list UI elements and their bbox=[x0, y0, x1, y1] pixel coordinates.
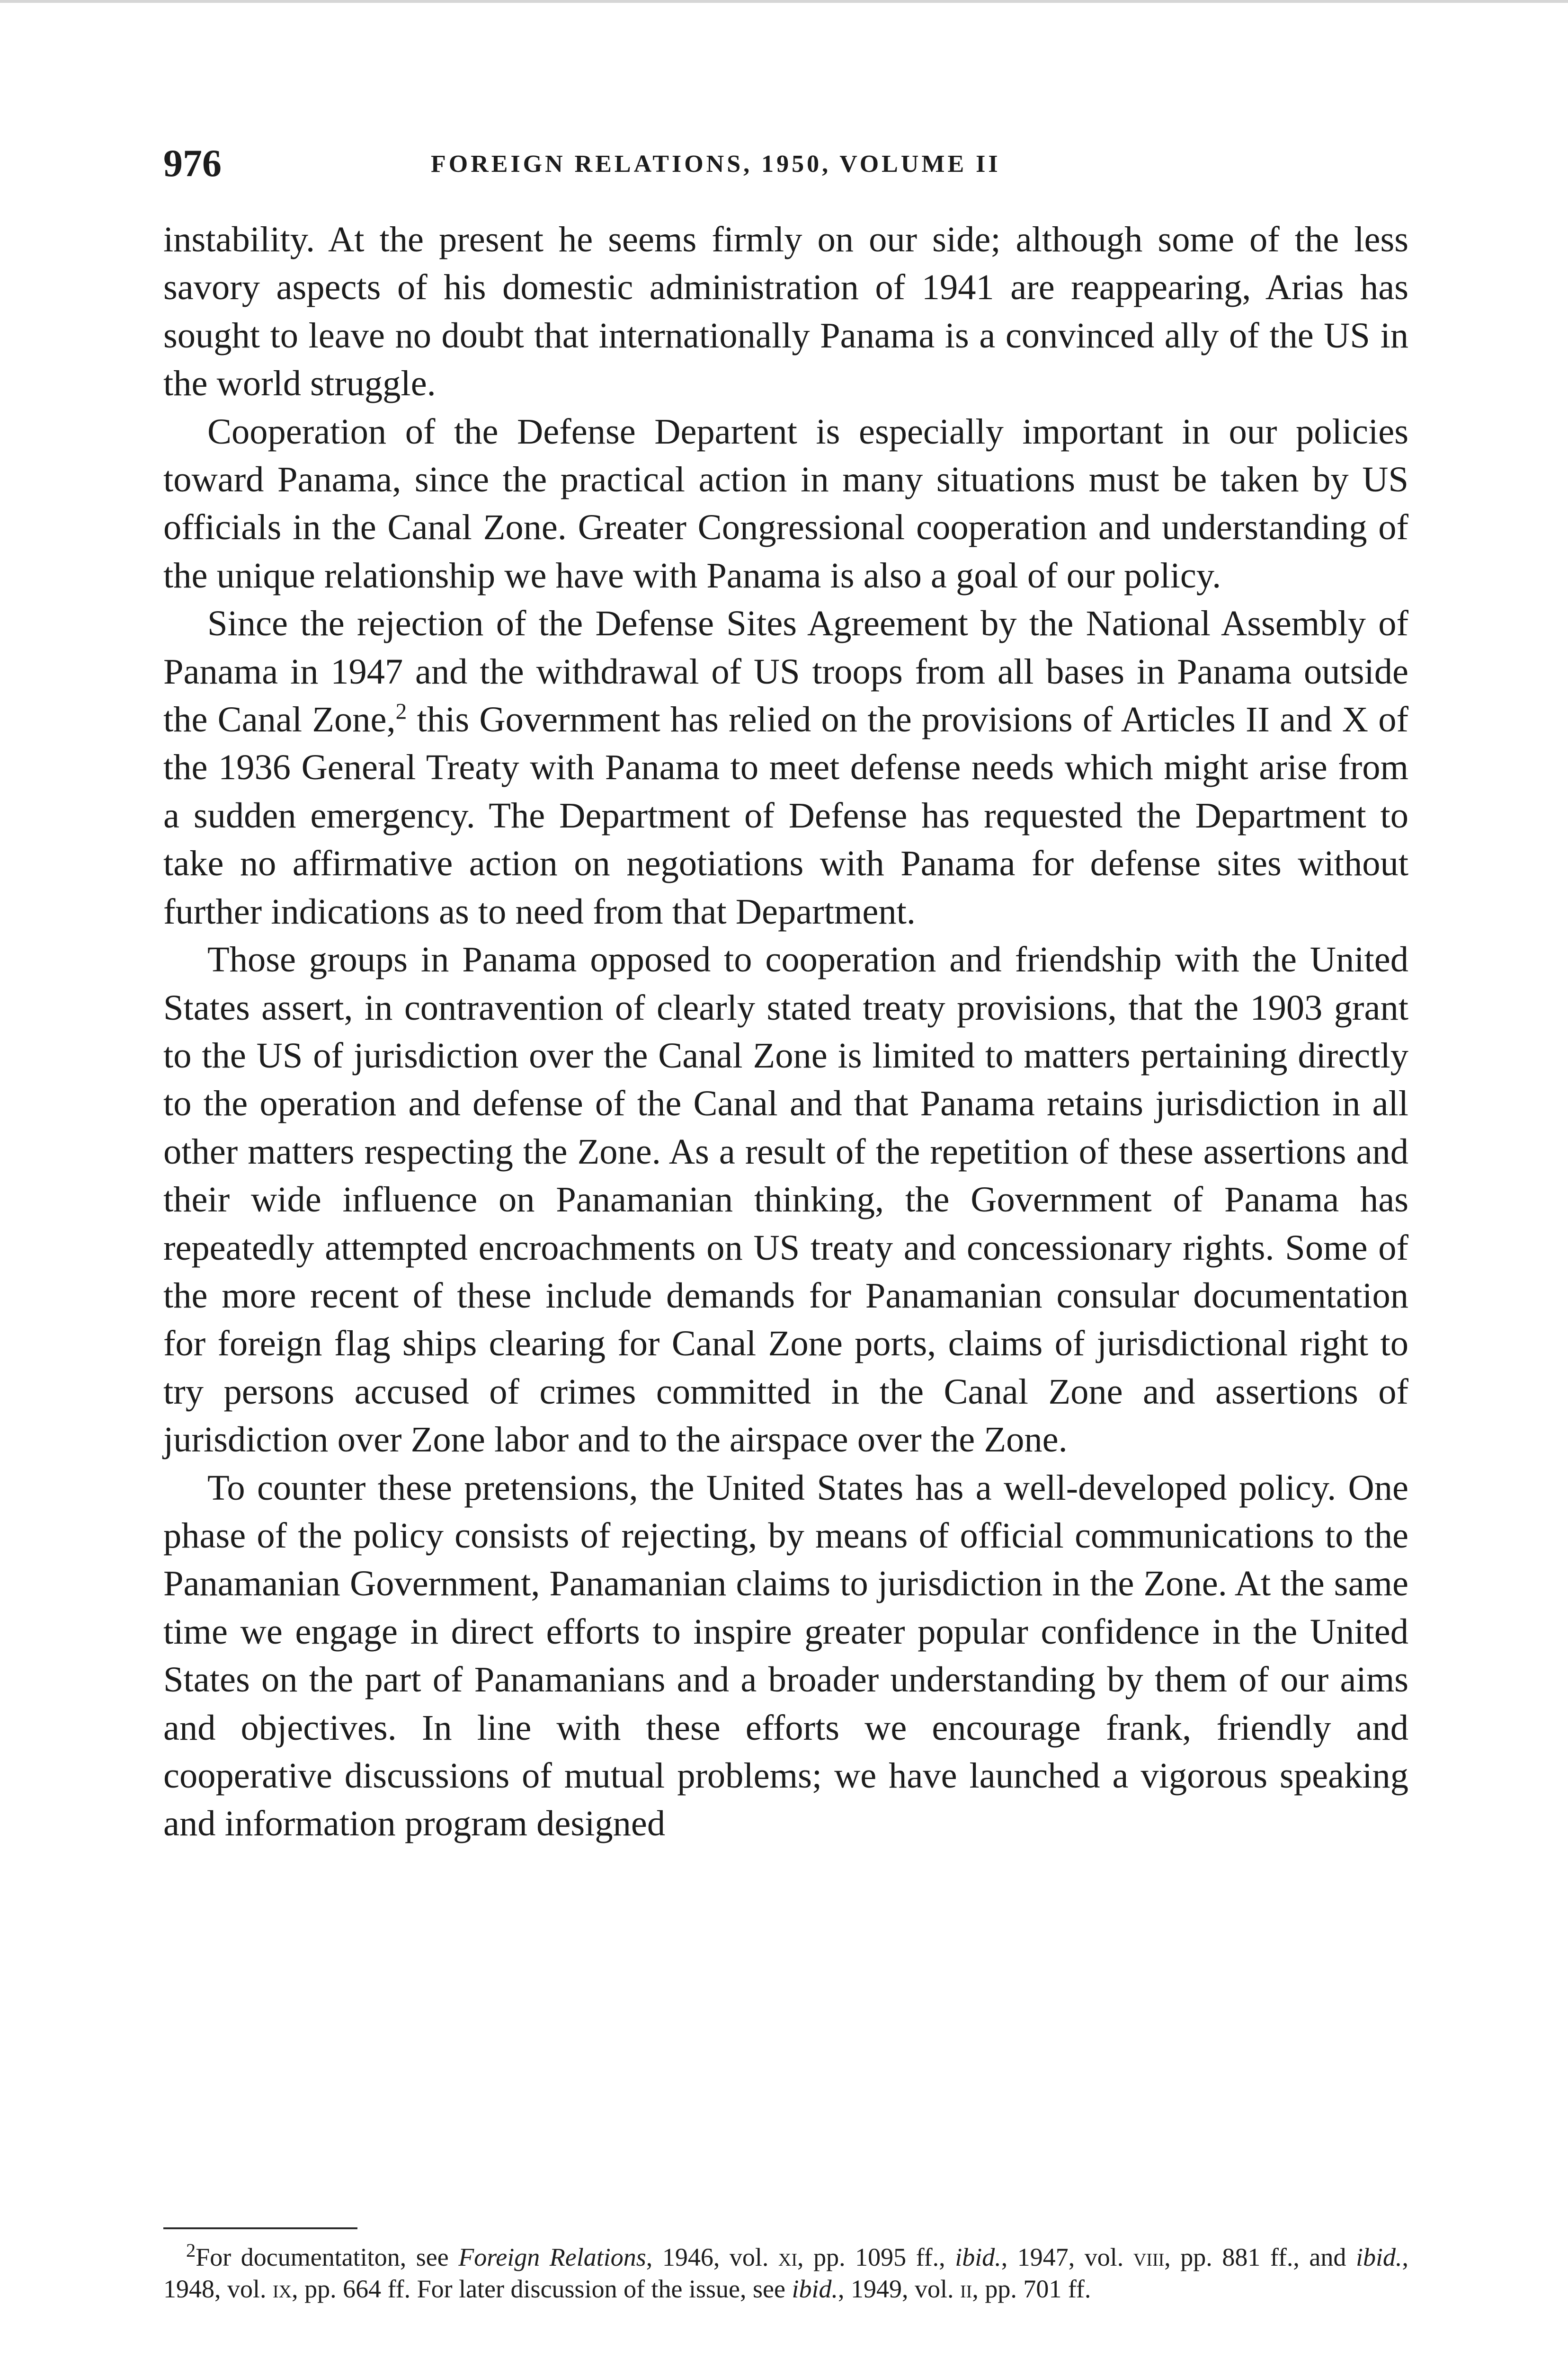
footnote-text: , pp. 664 ff. For later discussion of the issue, see bbox=[292, 2275, 792, 2303]
paragraph-4: Those groups in Panama opposed to cooperation and friendship with the United States assert, in contravention of clearly stated treaty provisions, that the 1903 grant to the US of jurisdiction over the Canal Zone is limited to matters pertaining directly to the operation and defense of the Canal and that Panama retains jurisdiction in all other matters respecting the Zone. As a result of the repetition of these assertions and their wide influence on Panamanian thinking, the Government of Panama has repeatedly attempted encroachments on US treaty and concessionary rights. Some of the more recent of these include demands for Panamanian consular documentation for foreign flag ships clearing for Canal Zone ports, claims of jurisdictional right to try persons accused of crimes committed in the Canal Zone and assertions of jurisdiction over Zone labor and to the airspace over the Zone. bbox=[163, 939, 1408, 1460]
footnote-text: , 1947, vol. bbox=[1001, 2243, 1133, 2271]
paragraph-3-part-a: Since the rejection of the Defense Sites Agreement by the National Assembly of Panama in 1947 and the withdrawal of US troops from all bases in Panama outside the Canal Zone, bbox=[163, 603, 1408, 740]
footnote-text: , 1949, vol. bbox=[838, 2275, 961, 2303]
paragraph-3-part-b: this Government has relied on the provisions of Articles II and X of the 1936 General Treaty with Panama to meet defense needs which might arise from a sudden emergency. The Department of Defense has requested the Department to take no affirmative action on negotiations with Panama for defense sites without further indications as to need from that Department. bbox=[163, 699, 1408, 932]
paragraph-2: Cooperation of the Defense Departent is especially important in our policies toward Panama, since the practical action in many situations must be taken by US officials in the Canal Zone. Greater Congressional cooperation and understanding of the unique relationship we have with Panama is also a goal of our policy. bbox=[163, 411, 1408, 596]
running-head-title: FOREIGN RELATIONS, 1950, VOLUME II bbox=[431, 151, 1001, 178]
footnote-ibid: ibid. bbox=[955, 2243, 1001, 2271]
footnote-text: For documentatiton, see bbox=[196, 2243, 459, 2271]
paragraph-5: To counter these pretensions, the United States has a well-developed policy. One phase of the policy consists of rejecting, by means of official communications to the Panamanian Government, Panamanian claims to jurisdiction in the Zone. At the same time we engage in direct efforts to inspire greater popular confidence in the United States on the part of Panamanians and a broader understanding by them of our aims and objectives. In line with these efforts we encourage frank, friendly and cooperative discussions of mutual problems; we have launched a vigorous speaking and information program designed bbox=[163, 1467, 1408, 1844]
footnote-ibid: ibid. bbox=[792, 2275, 838, 2303]
footnote-text: , pp. 1095 ff., bbox=[797, 2243, 955, 2271]
footnote-volume: xi bbox=[778, 2243, 798, 2271]
footnote-volume: viii bbox=[1133, 2243, 1165, 2271]
footnote-citation-title: Foreign Relations bbox=[458, 2243, 646, 2271]
footnote-marker: 2 bbox=[186, 2240, 196, 2261]
page-number: 976 bbox=[163, 142, 222, 185]
scan-edge-line bbox=[0, 0, 1568, 3]
footnote-text: , pp. 701 ff. bbox=[972, 2275, 1091, 2303]
paragraph-3 bbox=[163, 599, 1408, 935]
footnote-reference[interactable]: 2 bbox=[395, 699, 407, 724]
body-text bbox=[163, 215, 1408, 1848]
footnote-volume: ii bbox=[960, 2275, 972, 2303]
footnote-text: , pp. 881 ff., and bbox=[1164, 2243, 1356, 2271]
paragraph-1: instability. At the present he seems firmly on our side; although some of the less savory aspects of his domestic administration of 1941 are reappearing, Arias has sought to leave no doubt that internationally Panama is a convinced ally of the US in the world struggle. bbox=[163, 219, 1408, 404]
footnote-text: , 1946, vol. bbox=[646, 2243, 778, 2271]
running-head bbox=[163, 140, 1408, 196]
footnote-volume: ix bbox=[273, 2275, 292, 2303]
footnote-ibid: ibid. bbox=[1355, 2243, 1402, 2271]
footnote-text: , 1948, vol. bbox=[163, 2243, 1408, 2303]
footnote-rule bbox=[163, 2227, 357, 2229]
footnote bbox=[163, 2242, 1408, 2305]
